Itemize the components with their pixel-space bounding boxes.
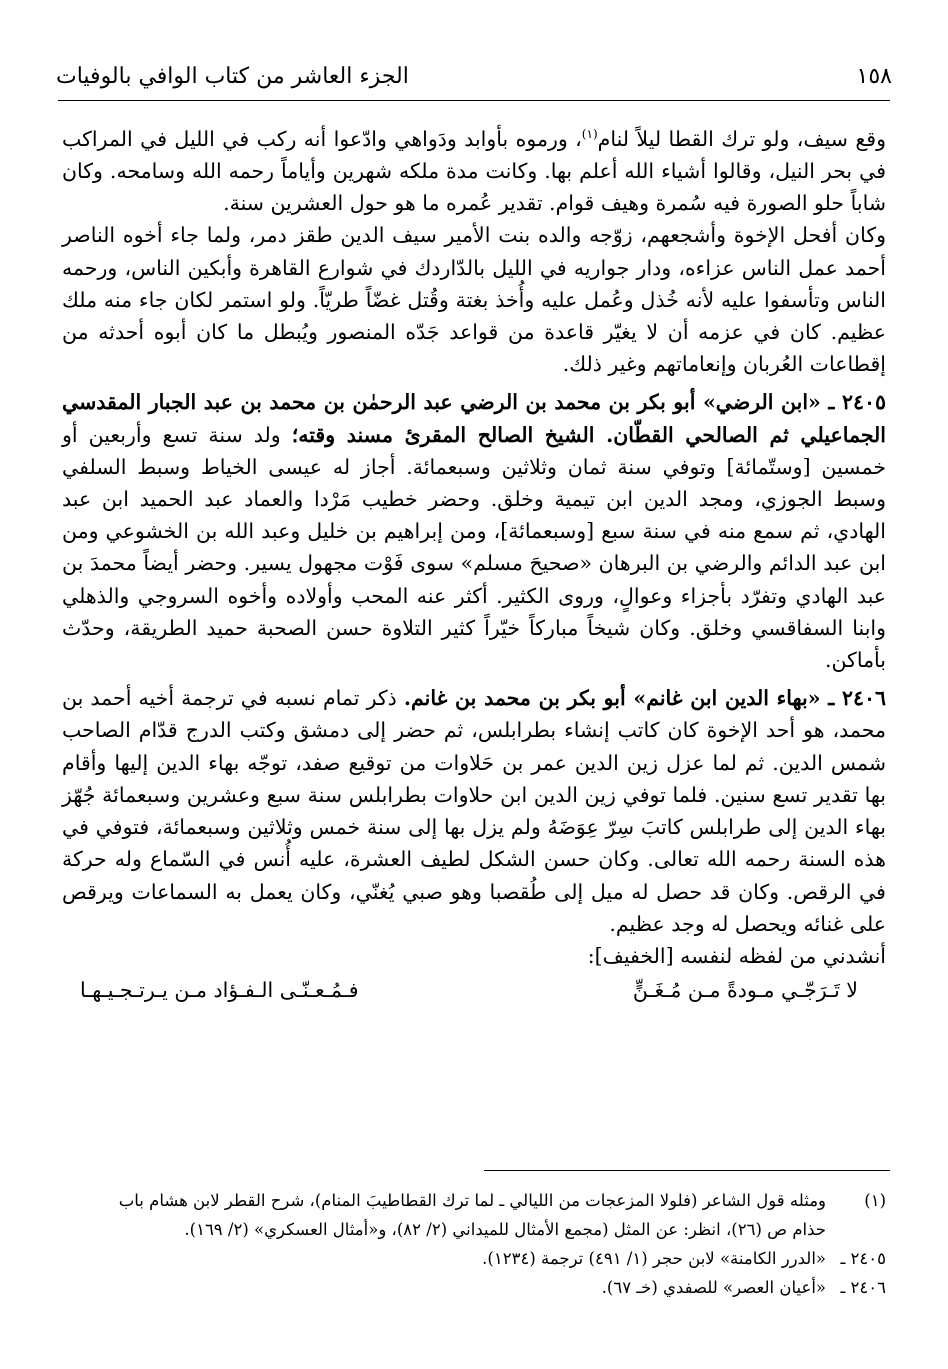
footnote-number: (١): [864, 1191, 886, 1210]
footnote-text: [60, 1186, 826, 1244]
footnote-line: «الدرر الكامنة» لابن حجر (١/ ٤٩١) ترجمة (١٢٣٤).: [482, 1249, 826, 1268]
verse-first-hemistich: لا تَـرَجّـي مـودةً مـن مُـغَـنٍّ: [632, 978, 858, 1003]
entry-2406-heading: ٢٤٠٦ ـ «بهاء الدين ابن غانم» أبو بكر بن محمد بن غانم.: [403, 686, 887, 711]
verse-line: [62, 974, 886, 1006]
verse-intro: أنشدني من لفظه لنفسه [الخفيف]:: [587, 943, 886, 968]
footnote-line: حذام ص (٢٦)، انظر: عن المثل (مجمع الأمثال للميداني (٢/ ٨٢)، و«أمثال العسكري» (٢/ ١٦٩).: [184, 1220, 826, 1239]
running-title: الجزء العاشر من كتاب الوافي بالوفيات: [56, 63, 409, 89]
entry-2405-text: ولد سنة تسع وأربعين أو خمسين [وستّمائة] وتوفي سنة ثمان وثلاثين وسبعمائة. أجاز له عيسى الخياط وسبط السلفي وسبط الجوزي، ومجد الدين ابن تيمية وخلق. وحضر خطيب مَرْدا والعماد عبد الحميد ابن عبد الهادي، ثم سمع منه في سنة سبع [وسبعمائة]، ومن إبراهيم بن خليل وعبد الله بن الخشوعي ومن ابن عبد الدائم والرضي بن البرهان «صحيحَ مسلم» سوى فَوْت مجهول يسير. وحضر أيضاً محمدَ بن عبد الهادي وتفرّد بأجزاء وعوالٍ، وروى الكثير. أكثر عنه المحب وأولاده وأخوه السروجي والذهلي وابنا السفاقسي وخلق. وكان شيخاً مباركاً خيّراً كثير التلاوة حسن الصحبة حميد الطريقة، وحدّث بأماكن.: [62, 422, 886, 673]
main-text: [62, 118, 886, 1006]
page-header: [56, 56, 892, 96]
footnote-line: ومثله قول الشاعر (فلولا المزعجات من الليالي ـ لما ترك القطاطيبَ المنام)، شرح القطر لابن هشام باب: [118, 1191, 826, 1210]
entry-2406-text: ذكر تمام نسبه في ترجمة أخيه أحمد بن محمد، هو أحد الإخوة كان كاتب إنشاء بطرابلس، ثم حضر إلى دمشق وكتب الدرج قدّام الصاحب شمس الدين. ثم لما عزل زين الدين عمر بن حَلاوات من توقيع صفد، توجّه بهاء الدين إليها وأقام بها تقدير تسع سنين. فلما توفي زين الدين ابن حلاوات بطرابلس سنة سبع وعشرين وسبعمائة جُهّز بهاء الدين إلى طرابلس كاتبَ سِرّ عِوَضَهُ ولم يزل بها إلى سنة خمس وثلاثين وسبعمائة، فتوفي في هذه السنة رحمه الله تعالى. وكان حسن الشكل لطيف العشرة، عليه أُنس في السّماع وله حركة في الرقص. وكان قد حصل له ميل إلى طُقصبا وهو صبي يُغنّي، وكان يعمل به السماعات ويرقص على غنائه ويحصل له وجد عظيم.: [62, 686, 886, 936]
entry-2406: [62, 682, 886, 940]
footnote-divider: [484, 1170, 890, 1171]
verse-second-hemistich: فـمُـعـنّـى الـفـؤاد مـن يـرتـجـيـهـا: [80, 978, 359, 1003]
footnote-text: [60, 1273, 826, 1302]
footnote-line: «أعيان العصر» للصفدي (خـ ٦٧).: [601, 1278, 826, 1297]
footnotes: [60, 1186, 886, 1302]
footnote-number: ٢٤٠٥ ـ: [840, 1249, 886, 1268]
paragraph-1-rest: ، ورموه بأوابد ودَواهي وادّعوا أنه ركب في الليل في المراكب في بحر النيل، وقالوا أشياء الله أعلم بها. وكانت مدة ملكه شهرين وأياماً رحمه الله وسامحه. وكان شاباً حلو الصورة فيه سُمرة وهيف قوام. تقدير عُمره ما هو حول العشرين سنة.: [62, 126, 886, 216]
paragraph-1: [62, 118, 886, 219]
header-divider: [58, 100, 890, 101]
entry-2405-heading: ٢٤٠٥ ـ «ابن الرضي» أبو بكر بن محمد بن الرضي عبد الرحمٰن بن محمد بن عبد الجبار المقدسي الجماعيلي ثم الصالحي القطّان. الشيخ الصالح المقرئ مسند وقته؛: [62, 390, 886, 447]
footnote-1: [60, 1186, 886, 1244]
paragraph-1-start: وقع سيف، ولو ترك القطا ليلاً لنام: [597, 126, 887, 151]
footnote-ref-1: (١): [581, 127, 598, 141]
footnote-number: ٢٤٠٦ ـ: [840, 1278, 886, 1297]
footnote-2405: [60, 1244, 886, 1273]
entry-2405: [62, 386, 886, 676]
paragraph-2: وكان أفحل الإخوة وأشجعهم، زوّجه والده بنت الأمير سيف الدين طقز دمر، ولما جاء أخوه الناصر أحمد عمل الناس عزاءه، ودار جواريه في الليل بالدّاردك في شوارع القاهرة وأبكين الناس، ورحمه الناس وتأسفوا عليه لأنه خُذل وعُمل عليه وأُخذ بغتة وقُتل غضّاً طريّاً. ولو استمر لكان جاء منه ملك عظيم. كان في عزمه أن لا يغيّر قاعدة من قواعد جَدّه المنصور ويُبطل ما كان أبوه أحدثه من إقطاعات العُربان وإنعاماتهم وغير ذلك.: [62, 223, 886, 377]
footnote-2406: [60, 1273, 886, 1302]
page-number: ١٥٨: [856, 63, 892, 89]
footnote-text: [60, 1244, 826, 1273]
